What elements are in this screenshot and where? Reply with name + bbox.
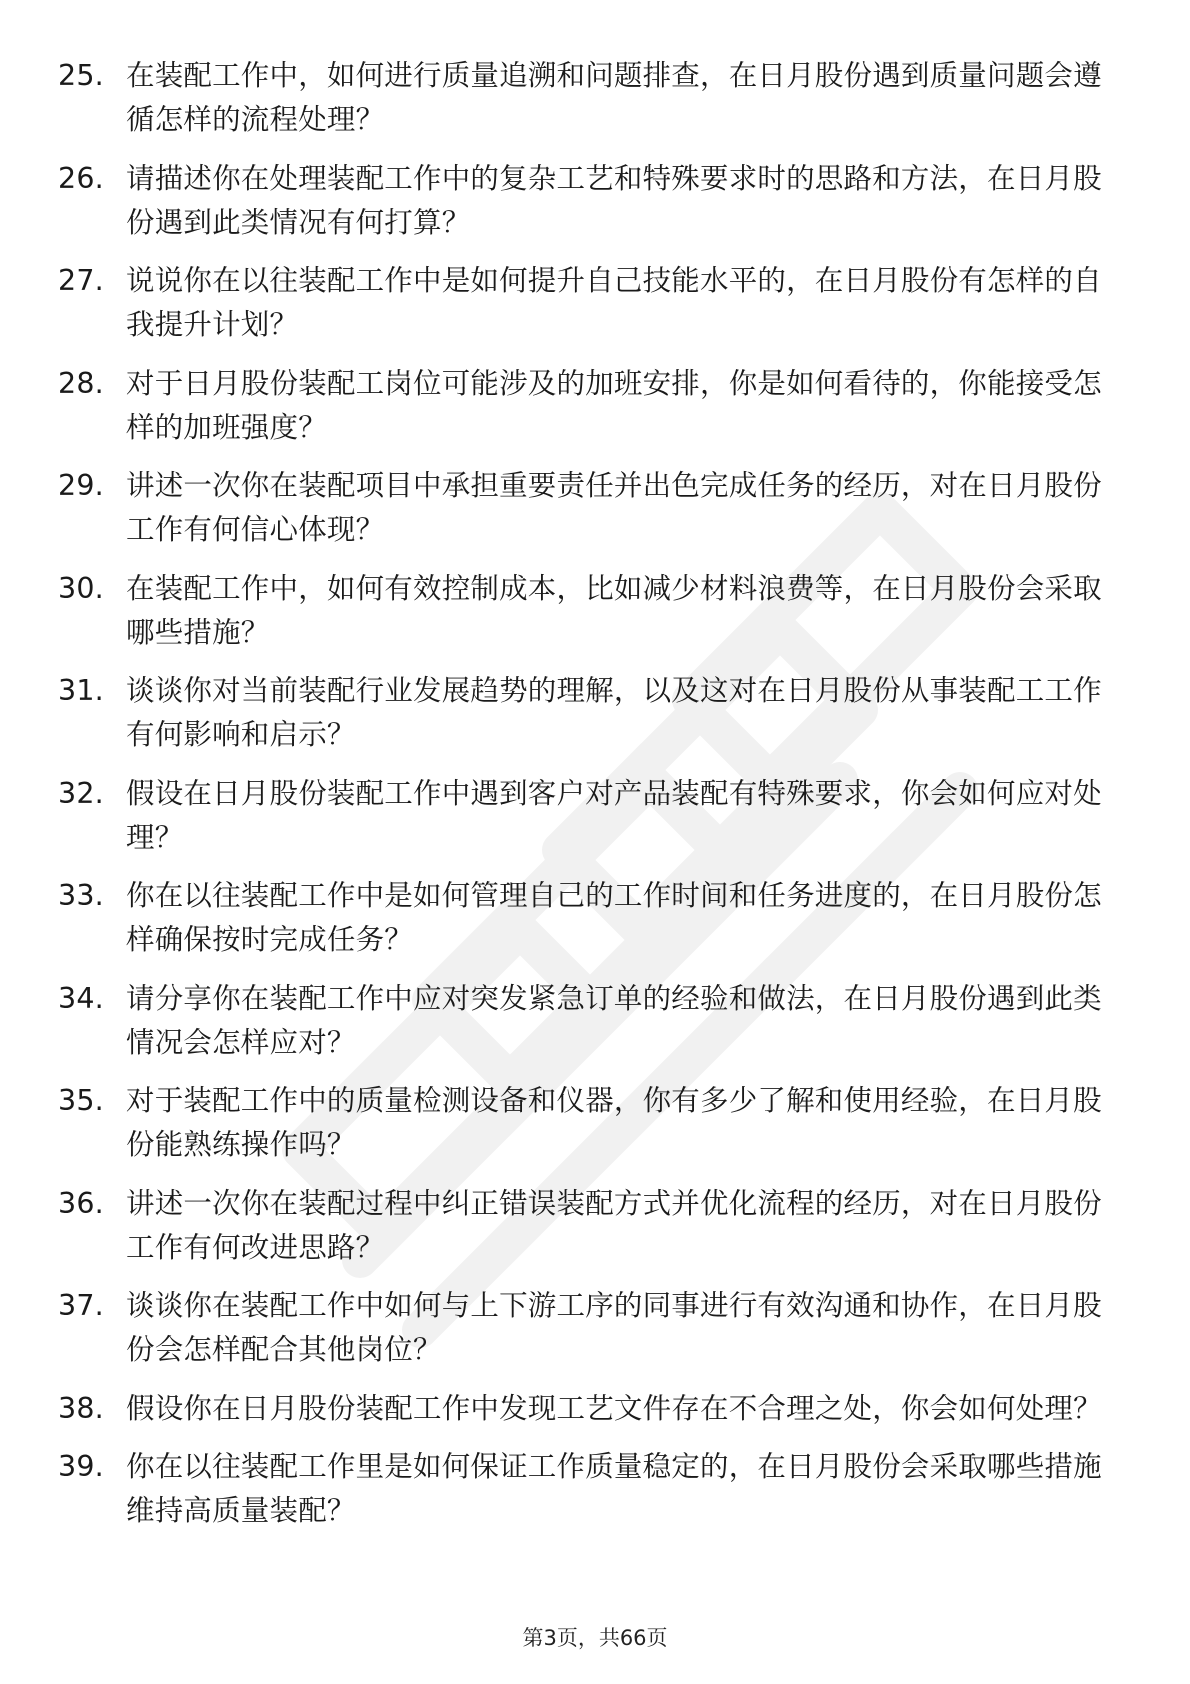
question-number: 27. — [58, 264, 104, 297]
question-text: 假设你在日月股份装配工作中发现工艺文件存在不合理之处，你会如何处理？ — [126, 1391, 1102, 1425]
question-item — [58, 1445, 1118, 1533]
question-item — [58, 977, 1118, 1065]
question-number: 33. — [58, 879, 104, 912]
question-number: 25. — [58, 59, 104, 92]
question-item — [58, 874, 1118, 962]
question-number: 36. — [58, 1186, 104, 1220]
question-item — [58, 669, 1118, 757]
question-number: 28. — [58, 366, 104, 400]
question-text: 你在以往装配工作里是如何保证工作质量稳定的，在日月股份会采取哪些措施维持高质量装配？ — [126, 1450, 1102, 1527]
question-item — [58, 362, 1118, 450]
question-number: 30. — [58, 571, 104, 605]
question-text: 假设在日月股份装配工作中遇到客户对产品装配有特殊要求，你会如何应对处理？ — [126, 776, 1102, 854]
question-text: 请分享你在装配工作中应对突发紧急订单的经验和做法，在日月股份遇到此类情况会怎样应对？ — [126, 981, 1102, 1059]
question-item — [58, 54, 1118, 142]
question-item — [58, 1284, 1118, 1372]
page-number-footer: 第3页，共66页 — [522, 1626, 668, 1650]
question-text: 在装配工作中，如何有效控制成本，比如减少材料浪费等，在日月股份会采取哪些措施？ — [126, 571, 1102, 649]
question-number: 39. — [58, 1450, 104, 1483]
question-item — [58, 1387, 1118, 1431]
question-number: 34. — [58, 981, 104, 1015]
question-text: 你在以往装配工作中是如何管理自己的工作时间和任务进度的，在日月股份怎样确保按时完成任务？ — [126, 879, 1102, 956]
question-number: 38. — [58, 1391, 104, 1425]
question-item — [58, 464, 1118, 552]
question-item — [58, 259, 1118, 347]
question-text: 请描述你在处理装配工作中的复杂工艺和特殊要求时的思路和方法，在日月股份遇到此类情况有何打算？ — [126, 161, 1102, 239]
question-number: 32. — [58, 776, 104, 810]
question-list — [58, 54, 1118, 1548]
question-item — [58, 567, 1118, 655]
question-item — [58, 772, 1118, 860]
question-text: 谈谈你在装配工作中如何与上下游工序的同事进行有效沟通和协作，在日月股份会怎样配合其他岗位？ — [126, 1289, 1102, 1366]
question-text: 对于装配工作中的质量检测设备和仪器，你有多少了解和使用经验，在日月股份能熟练操作吗？ — [126, 1084, 1102, 1161]
question-number: 35. — [58, 1084, 104, 1117]
question-text: 对于日月股份装配工岗位可能涉及的加班安排，你是如何看待的，你能接受怎样的加班强度？ — [126, 366, 1102, 444]
question-number: 26. — [58, 161, 104, 195]
question-text: 在装配工作中，如何进行质量追溯和问题排查，在日月股份遇到质量问题会遵循怎样的流程处理？ — [126, 59, 1102, 136]
question-item — [58, 1182, 1118, 1270]
question-text: 讲述一次你在装配过程中纠正错误装配方式并优化流程的经历，对在日月股份工作有何改进思路？ — [126, 1186, 1102, 1264]
question-text: 说说你在以往装配工作中是如何提升自己技能水平的，在日月股份有怎样的自我提升计划？ — [126, 264, 1102, 341]
question-number: 29. — [58, 469, 104, 502]
question-item — [58, 1079, 1118, 1167]
question-item — [58, 157, 1118, 245]
question-number: 31. — [58, 674, 104, 707]
question-text: 谈谈你对当前装配行业发展趋势的理解，以及这对在日月股份从事装配工工作有何影响和启示？ — [126, 674, 1102, 751]
question-number: 37. — [58, 1289, 104, 1322]
question-text: 讲述一次你在装配项目中承担重要责任并出色完成任务的经历，对在日月股份工作有何信心体现？ — [126, 469, 1102, 546]
